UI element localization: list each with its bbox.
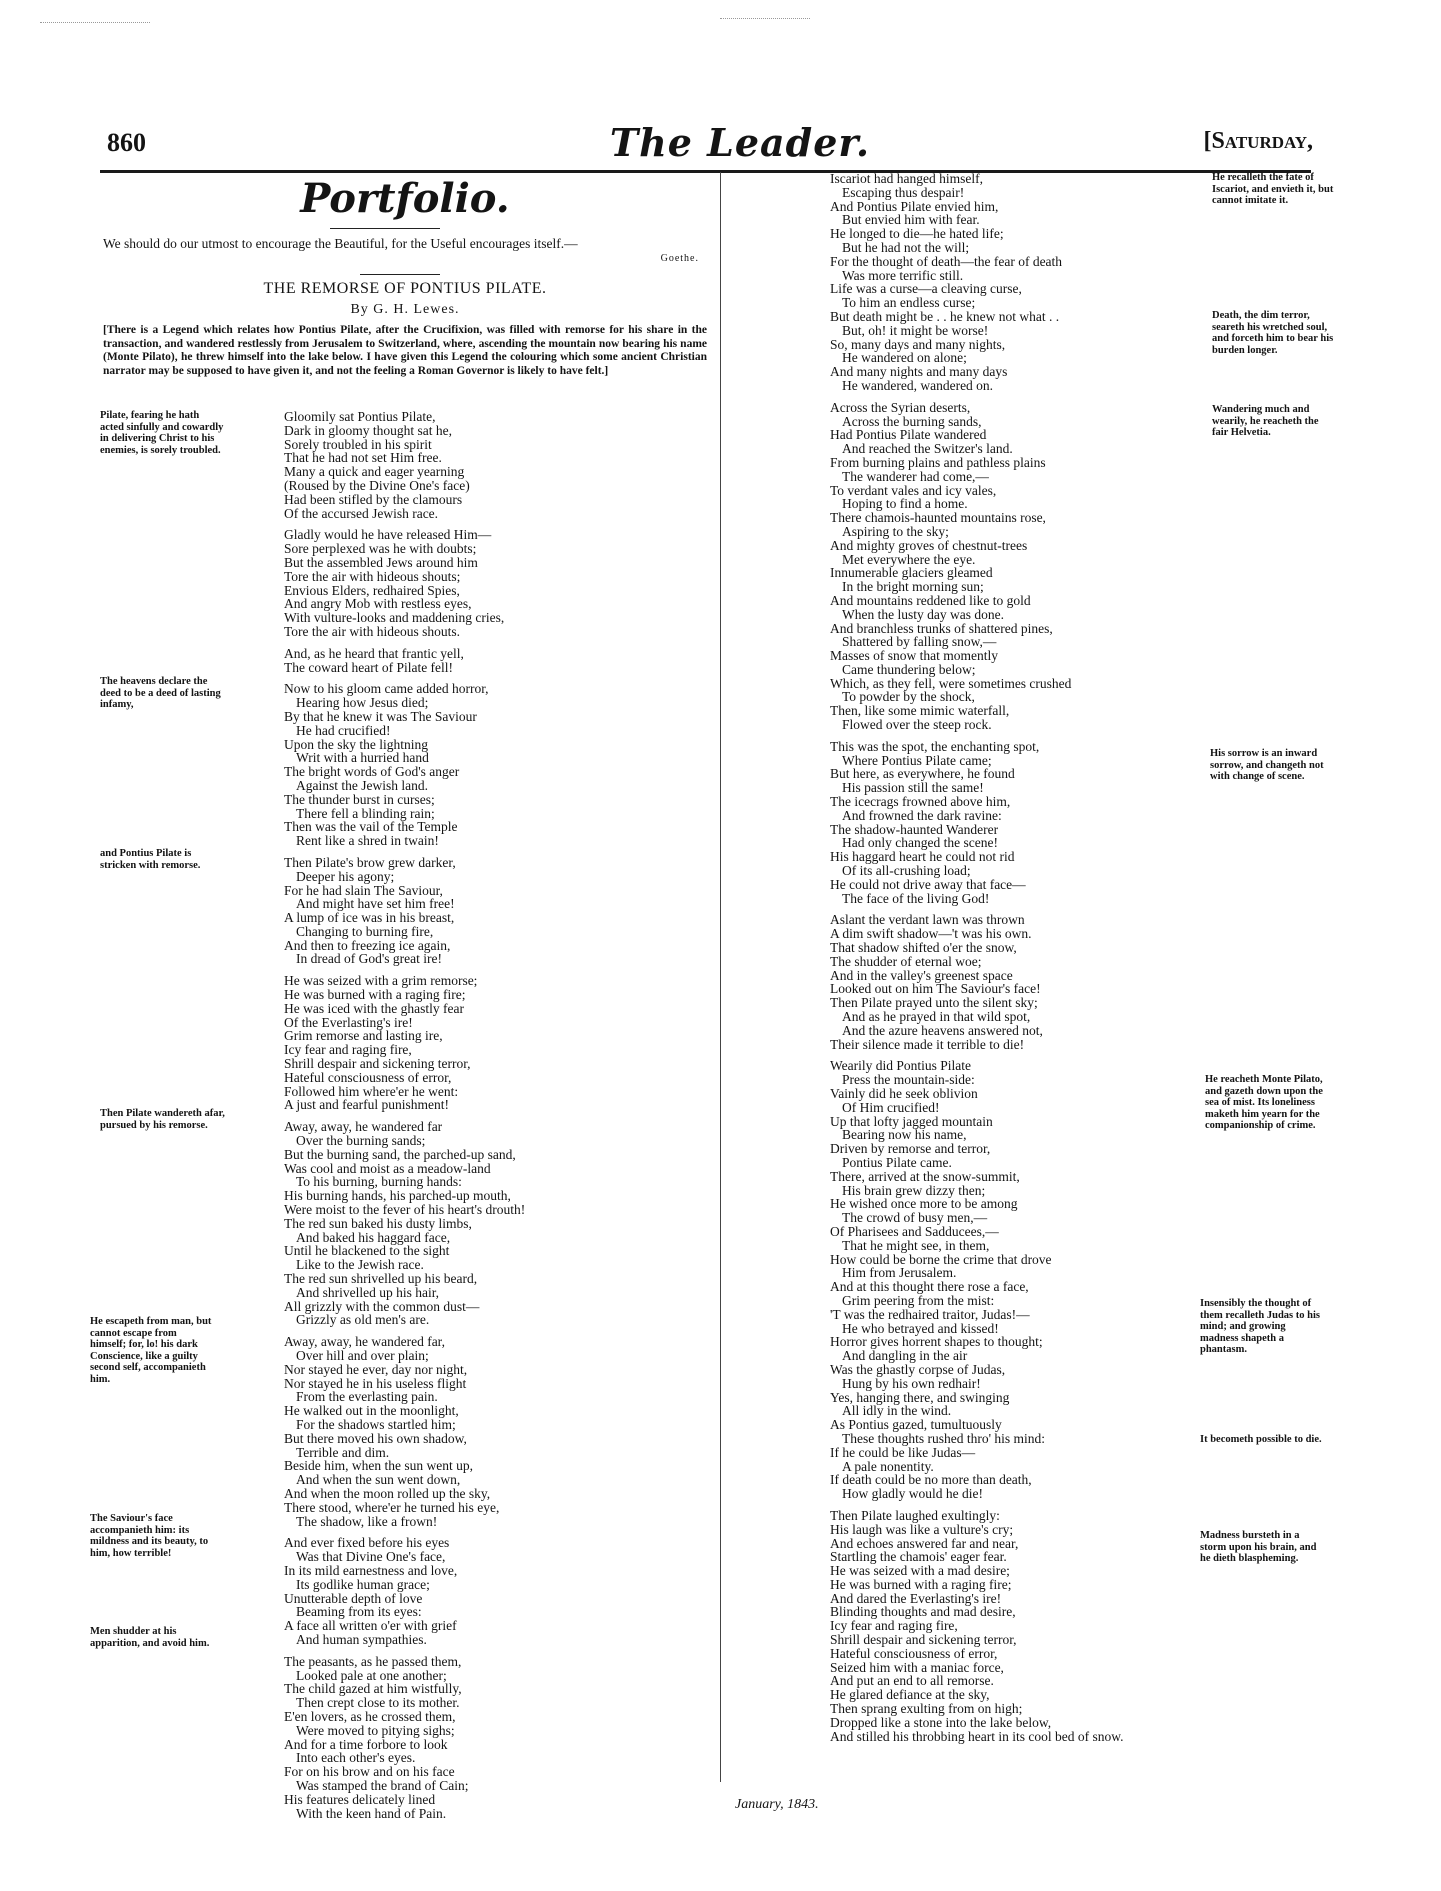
masthead: The Leader. xyxy=(609,120,871,165)
poem-line: Beside him, when the sun went up, xyxy=(284,1458,473,1474)
poem-line: Yes, hanging there, and swinging xyxy=(830,1389,1010,1405)
poem-line: His brain grew dizzy then; xyxy=(842,1182,986,1198)
poem-line: And echoes answered far and near, xyxy=(830,1535,1019,1551)
poem-line: Bearing now his name, xyxy=(842,1127,967,1143)
poem-line: Hoping to find a home. xyxy=(842,496,968,512)
poem-line: And when the moon rolled up the sky, xyxy=(284,1485,491,1501)
poem-line: Was cool and moist as a meadow-land xyxy=(284,1160,491,1176)
poem-line: And, as he heard that frantic yell, xyxy=(284,645,464,661)
epigraph-rule xyxy=(360,274,440,275)
poem-line: But there moved his own shadow, xyxy=(284,1430,467,1446)
epigraph-attribution: Goethe. xyxy=(660,253,699,264)
epigraph xyxy=(103,236,703,266)
side-note: The Saviour's face accompanieth him: its mildness and its beauty, to him, how terrible! xyxy=(90,1513,209,1559)
poem-line: Had been stifled by the clamours xyxy=(284,491,463,507)
poem-line: He walked out in the moonlight, xyxy=(284,1403,459,1419)
poem-line: Shrill despair and sickening terror, xyxy=(284,1056,471,1072)
poem-line: Upon the sky the lightning xyxy=(284,736,428,752)
side-note: Pilate, fearing he hath acted sinfully and cowardly in delivering Christ to his enemies, is sorely troubled. xyxy=(100,410,224,456)
poem-line: But, oh! it might be worse! xyxy=(842,322,989,338)
side-note: It becometh possible to die. xyxy=(1200,1434,1322,1445)
poem-line: And reached the Switzer's land. xyxy=(842,441,1013,457)
poem-line: Then Pilate laughed exultingly: xyxy=(830,1507,1000,1523)
poem-author: By G. H. Lewes. xyxy=(350,302,460,317)
poem-line: There chamois-haunted mountains rose, xyxy=(830,510,1046,526)
poem-line: He was iced with the ghastly fear xyxy=(284,1000,464,1016)
poem-line: That shadow shifted o'er the snow, xyxy=(830,940,1017,956)
poem-line: Of Him crucified! xyxy=(842,1099,940,1115)
poem-line: There, arrived at the snow-summit, xyxy=(830,1168,1020,1184)
poem-line: Escaping thus despair! xyxy=(842,184,965,200)
poem-line: Tore the air with hideous shouts; xyxy=(284,568,461,584)
stanza xyxy=(284,1120,525,1327)
poem-line: As Pontius gazed, tumultuously xyxy=(830,1417,1002,1433)
stanza xyxy=(284,647,525,675)
poem-line: Dropped like a stone into the lake below, xyxy=(830,1714,1052,1730)
poem-line: So, many days and many nights, xyxy=(830,336,1006,352)
poem-line: His haggard heart he could not rid xyxy=(830,849,1015,865)
poem-line: Aspiring to the sky; xyxy=(842,523,949,539)
poem-line: Looked out on him The Saviour's face! xyxy=(830,981,1041,997)
poem-line: Startling the chamois' eager fear. xyxy=(830,1549,1007,1565)
poem-line: Unutterable depth of love xyxy=(284,1590,423,1606)
poem-line: Then sprang exulting from on high; xyxy=(830,1701,1023,1717)
poem-line: Into each other's eyes. xyxy=(296,1750,416,1766)
stanza xyxy=(284,1655,525,1821)
poem-line: Where Pontius Pilate came; xyxy=(842,752,992,768)
stanza xyxy=(284,1335,525,1528)
poem-line: If he could be like Judas— xyxy=(830,1444,976,1460)
poem-line: A lump of ice was in his breast, xyxy=(284,910,455,926)
poem-line: Blinding thoughts and mad desire, xyxy=(830,1604,1016,1620)
poem-line: Over hill and over plain; xyxy=(296,1348,429,1363)
poem-line: Like to the Jewish race. xyxy=(296,1257,424,1273)
poem-line: Wearily did Pontius Pilate xyxy=(830,1058,972,1074)
poem-line: Masses of snow that momently xyxy=(830,648,998,664)
epigraph-text: We should do our utmost to encourage the Beautiful, for the Useful encourages itself.— xyxy=(103,236,578,251)
poem-line: And might have set him free! xyxy=(296,896,455,912)
poem-line: Across the burning sands, xyxy=(842,413,982,429)
poem-line: Up that lofty jagged mountain xyxy=(830,1113,993,1129)
poem-line: The thunder burst in curses; xyxy=(284,791,435,807)
poem-line: His features delicately lined xyxy=(284,1791,436,1807)
poem-line: These thoughts rushed thro' his mind: xyxy=(842,1430,1046,1446)
poem-line: That he might see, in them, xyxy=(842,1237,990,1253)
poem-line: But he had not the will; xyxy=(842,239,970,255)
poem-line: He was seized with a mad desire; xyxy=(830,1563,1010,1579)
poem-line: The crowd of busy men,— xyxy=(842,1210,988,1226)
poem-line: Nor stayed he ever, day nor night, xyxy=(284,1361,468,1377)
section-title: Portfolio. xyxy=(300,175,510,222)
poem-line: The bright words of God's anger xyxy=(284,764,460,780)
side-note: He reacheth Monte Pilato, and gazeth down upon the sea of mist. Its loneliness maketh him yearn for the companionship of crime. xyxy=(1205,1074,1323,1131)
poem-line: Had Pontius Pilate wandered xyxy=(830,427,987,443)
poem-line: To verdant vales and icy vales, xyxy=(830,482,997,498)
poem-line: Grim peering from the mist: xyxy=(842,1292,995,1308)
poem-line: Vainly did he seek oblivion xyxy=(830,1086,978,1101)
poem-line: Nor stayed he in his useless flight xyxy=(284,1375,467,1391)
poem-intro: [There is a Legend which relates how Pontius Pilate, after the Crucifixion, was filled with remorse for his share in the transaction, and wandered restlessly from Jerusalem to Switzerland, where, ascending the mountain now bearing his name (Monte Pilato), he threw himself into the lake below. I have given this Legend the colouring which some ancient Christian narrator may be supposed to have given it, and not the feeling a Roman Governor is likely to have felt.] xyxy=(103,324,707,377)
side-note: and Pontius Pilate is stricken with remorse. xyxy=(100,848,201,871)
poem-line: To his burning, burning hands: xyxy=(296,1174,462,1190)
poem-line: Away, away, he wandered far xyxy=(284,1119,443,1135)
poem-line: And put an end to all remorse. xyxy=(830,1673,994,1689)
poem-line: And Pontius Pilate envied him, xyxy=(830,198,999,214)
poem-line: And mountains reddened like to gold xyxy=(830,592,1031,608)
poem-line: With vulture-looks and maddening cries, xyxy=(284,610,505,626)
poem-line: Life was a curse—a cleaving curse, xyxy=(830,281,1022,297)
stanza xyxy=(830,172,1123,393)
header-rule xyxy=(100,170,1311,173)
poem-line: Until he blackened to the sight xyxy=(284,1243,450,1259)
poem-line: Was that Divine One's face, xyxy=(296,1549,446,1565)
poem-line: And stilled his throbbing heart in its cool bed of snow. xyxy=(830,1728,1124,1744)
poem-line: For on his brow and on his face xyxy=(284,1764,455,1780)
scan-speck xyxy=(720,18,810,19)
poem-line: This was the spot, the enchanting spot, xyxy=(830,738,1040,754)
poem-line: He was seized with a grim remorse; xyxy=(284,973,478,989)
side-note: Wandering much and wearily, he reacheth the fair Helvetia. xyxy=(1212,404,1319,438)
poem-line: Then crept close to its mother. xyxy=(296,1695,460,1711)
poem-line: And angry Mob with restless eyes, xyxy=(284,596,472,612)
poem-line: The peasants, as he passed them, xyxy=(284,1653,462,1669)
poem-line: Dark in gloomy thought sat he, xyxy=(284,422,452,438)
poem-line: Writ with a hurried hand xyxy=(296,750,429,766)
poem-line: Deeper his agony; xyxy=(296,868,395,884)
poem-line: Was stamped the brand of Cain; xyxy=(296,1777,469,1793)
poem-line: The red sun shrivelled up his beard, xyxy=(284,1271,478,1287)
poem-line: He was burned with a raging fire; xyxy=(830,1576,1012,1592)
poem-line: For the thought of death—the fear of death xyxy=(830,253,1063,269)
poem-right-column xyxy=(830,172,1123,1751)
poem-line: A dim swift shadow—'t was his own. xyxy=(830,926,1032,942)
poem-line: Gladly would he have released Him— xyxy=(284,527,492,543)
poem-line: And the azure heavens answered not, xyxy=(842,1022,1043,1038)
poem-line: Hung by his own redhair! xyxy=(842,1375,981,1391)
poem-line: And baked his haggard face, xyxy=(296,1229,451,1245)
poem-line: With the keen hand of Pain. xyxy=(296,1805,447,1821)
poem-line: But here, as everywhere, he found xyxy=(830,766,1015,782)
poem-line: Was more terrific still. xyxy=(842,267,964,283)
poem-line: Of the accursed Jewish race. xyxy=(284,505,439,521)
poem-line: Now to his gloom came added horror, xyxy=(284,681,489,697)
stanza xyxy=(830,1059,1123,1501)
side-note: He escapeth from man, but cannot escape from himself; for, lo! his dark Conscience, like a guilty second self, accompanieth him. xyxy=(90,1316,212,1385)
poem-line: Terrible and dim. xyxy=(296,1444,390,1460)
poem-line: Hearing how Jesus died; xyxy=(296,695,429,711)
poem-line: Were moist to the fever of his heart's drouth! xyxy=(284,1202,526,1218)
poem-line: And when the sun went down, xyxy=(296,1472,461,1488)
poem-line: Beaming from its eyes: xyxy=(296,1604,422,1620)
poem-line: A just and fearful punishment! xyxy=(284,1097,449,1113)
poem-line: If death could be no more than death, xyxy=(830,1472,1032,1488)
poem-line: To him an endless curse; xyxy=(842,295,976,311)
stanza xyxy=(284,410,525,520)
poem-line: But envied him with fear. xyxy=(842,212,980,228)
poem-line: In dread of God's great ire! xyxy=(296,951,442,967)
poem-line: Tore the air with hideous shouts. xyxy=(284,623,461,639)
poem-line: Away, away, he wandered far, xyxy=(284,1334,446,1350)
poem-line: Of the Everlasting's ire! xyxy=(284,1014,413,1030)
poem-line: Shrill despair and sickening terror, xyxy=(830,1632,1017,1648)
poem-line: Across the Syrian deserts, xyxy=(830,399,971,415)
poem-line: Then was the vail of the Temple xyxy=(284,819,458,835)
stanza xyxy=(830,740,1123,906)
poem-line: Gloomily sat Pontius Pilate, xyxy=(284,409,436,424)
poem-line: There fell a blinding rain; xyxy=(296,805,435,821)
poem-line: And at this thought there rose a face, xyxy=(830,1279,1029,1295)
poem-line: 'T was the redhaired traitor, Judas!— xyxy=(830,1306,1030,1322)
side-note: Madness bursteth in a storm upon his brain, and he dieth blaspheming. xyxy=(1200,1530,1317,1564)
poem-line: (Roused by the Divine One's face) xyxy=(284,477,470,493)
poem-line: The coward heart of Pilate fell! xyxy=(284,659,454,675)
poem-line: Flowed over the steep rock. xyxy=(842,717,992,733)
poem-line: Which, as they fell, were sometimes crushed xyxy=(830,675,1072,691)
poem-line: Of its all-crushing load; xyxy=(842,863,971,879)
poem-line: Envious Elders, redhaired Spies, xyxy=(284,582,460,598)
poem-line: Had only changed the scene! xyxy=(842,835,998,851)
poem-line: The shudder of eternal woe; xyxy=(830,953,982,969)
side-note: Insensibly the thought of them recalleth Judas to his mind; and growing madness shapeth a phantasm. xyxy=(1200,1298,1320,1355)
stanza xyxy=(284,1536,525,1646)
poem-line: And in the valley's greenest space xyxy=(830,967,1013,983)
poem-line: His passion still the same! xyxy=(842,780,984,796)
poem-line: He wandered, wandered on. xyxy=(842,377,994,393)
poem-line: And branchless trunks of shattered pines, xyxy=(830,620,1053,636)
poem-line: And dangling in the air xyxy=(842,1348,968,1364)
poem-line: Sorely troubled in his spirit xyxy=(284,436,432,452)
poem-line: And for a time forbore to look xyxy=(284,1736,448,1752)
poem-line: That he had not set Him free. xyxy=(284,450,442,466)
poem-line: Driven by remorse and terror, xyxy=(830,1141,991,1157)
poem-line: And mighty groves of chestnut-trees xyxy=(830,537,1028,553)
poem-line: Then Pilate's brow grew darker, xyxy=(284,854,456,870)
poem-line: And ever fixed before his eyes xyxy=(284,1535,450,1551)
poem-line: Of Pharisees and Sadducees,— xyxy=(830,1223,999,1239)
poem-line: And many nights and many days xyxy=(830,364,1008,380)
side-note: He recalleth the fate of Iscariot, and envieth it, but cannot imitate it. xyxy=(1212,172,1334,206)
poem-line: The child gazed at him wistfully, xyxy=(284,1681,462,1697)
page-number: 860 xyxy=(107,128,146,157)
poem-line: Icy fear and raging fire, xyxy=(284,1042,412,1058)
poem-line: Looked pale at one another; xyxy=(296,1667,447,1683)
poem-line: But death might be . . he knew not what . . xyxy=(830,308,1060,324)
poem-line: He had crucified! xyxy=(296,722,391,738)
poem-line: Aslant the verdant lawn was thrown xyxy=(830,912,1025,928)
poem-line: A face all written o'er with grief xyxy=(284,1618,457,1634)
poem-line: Rent like a shred in twain! xyxy=(296,833,439,849)
poem-line: How could be borne the crime that drove xyxy=(830,1251,1052,1267)
poem-line: He was burned with a raging fire; xyxy=(284,987,466,1003)
poem-line: Its godlike human grace; xyxy=(296,1576,430,1592)
stanza xyxy=(830,913,1123,1051)
poem-line: Press the mountain-side: xyxy=(842,1072,975,1088)
poem-line: The red sun baked his dusty limbs, xyxy=(284,1215,472,1231)
poem-line: Came thundering below; xyxy=(842,661,976,677)
poem-line: Followed him where'er he went: xyxy=(284,1083,459,1099)
header-day: [Saturday, xyxy=(1203,128,1313,154)
side-note: Men shudder at his apparition, and avoid him. xyxy=(90,1626,210,1649)
poem-line: Sore perplexed was he with doubts; xyxy=(284,541,477,557)
poem-line: Seized him with a maniac force, xyxy=(830,1659,1004,1675)
stanza xyxy=(284,974,525,1112)
poem-line: The shadow, like a frown! xyxy=(296,1513,438,1529)
poem-line: From burning plains and pathless plains xyxy=(830,454,1046,470)
poem-line: From the everlasting pain. xyxy=(296,1389,438,1405)
poem-line: He who betrayed and kissed! xyxy=(842,1320,999,1336)
poem-line: He glared defiance at the sky, xyxy=(830,1687,990,1703)
stanza xyxy=(830,1509,1123,1744)
poem-line: Shattered by falling snow,— xyxy=(842,634,997,650)
poem-line: Icy fear and raging fire, xyxy=(830,1618,958,1634)
poem-line: He longed to die—he hated life; xyxy=(830,226,1004,242)
poem-line: All idly in the wind. xyxy=(842,1403,952,1419)
side-note: The heavens declare the deed to be a deed of lasting infamy, xyxy=(100,676,221,710)
poem-line: Against the Jewish land. xyxy=(296,777,428,793)
poem-line: The face of the living God! xyxy=(842,890,990,906)
poem-line: For the shadows startled him; xyxy=(296,1416,456,1432)
poem-line: Were moved to pitying sighs; xyxy=(296,1722,455,1738)
poem-line: Was the ghastly corpse of Judas, xyxy=(830,1361,1006,1377)
poem-line: All grizzly with the common dust— xyxy=(284,1298,480,1314)
poem-line: Iscariot had hanged himself, xyxy=(830,171,983,186)
poem-line: His burning hands, his parched-up mouth, xyxy=(284,1188,511,1204)
poem-line: And shrivelled up his hair, xyxy=(296,1284,440,1300)
poem-line: Over the burning sands; xyxy=(296,1133,426,1149)
poem-line: Innumerable glaciers gleamed xyxy=(830,565,993,581)
poem-line: Horror gives horrent shapes to thought; xyxy=(830,1334,1043,1350)
side-note: Then Pilate wandereth afar, pursued by his remorse. xyxy=(100,1108,225,1131)
poem-line: In the bright morning sun; xyxy=(842,579,984,595)
poem-line: He wished once more to be among xyxy=(830,1196,1018,1212)
side-note: His sorrow is an inward sorrow, and changeth not with change of scene. xyxy=(1210,748,1324,782)
poem-line: E'en lovers, as he crossed them, xyxy=(284,1708,456,1724)
poem-line: Hateful consciousness of error, xyxy=(284,1069,452,1085)
poem-line: For he had slain The Saviour, xyxy=(284,882,443,898)
poem-line: And frowned the dark ravine: xyxy=(842,807,1002,823)
side-note: Death, the dim terror, seareth his wretched soul, and forceth him to bear his burden longer. xyxy=(1212,310,1334,356)
poem-line: He wandered on alone; xyxy=(842,350,967,366)
poem-line: And as he prayed in that wild spot, xyxy=(842,1009,1031,1025)
poem-line: Then Pilate prayed unto the silent sky; xyxy=(830,995,1038,1011)
poem-line: His laugh was like a vulture's cry; xyxy=(830,1521,1014,1537)
poem-line: Grizzly as old men's are. xyxy=(296,1312,430,1328)
poem-line: Met everywhere the eye. xyxy=(842,551,976,567)
poem-line: When the lusty day was done. xyxy=(842,606,1004,622)
poem-line: And then to freezing ice again, xyxy=(284,937,451,953)
poem-line: Pontius Pilate came. xyxy=(842,1154,952,1170)
poem-line: And human sympathies. xyxy=(296,1631,427,1647)
poem-line: The wanderer had come,— xyxy=(842,468,989,484)
stanza xyxy=(284,682,525,848)
poem-line: The shadow-haunted Wanderer xyxy=(830,821,999,837)
poem-line: Grim remorse and lasting ire, xyxy=(284,1028,443,1044)
stanza xyxy=(830,401,1123,732)
poem-line: But the assembled Jews around him xyxy=(284,554,478,570)
poem-line: By that he knew it was The Saviour xyxy=(284,708,477,724)
poem-line: A pale nonentity. xyxy=(842,1458,934,1474)
poem-line: Then, like some mimic waterfall, xyxy=(830,703,1010,719)
poem-line: Their silence made it terrible to die! xyxy=(830,1036,1025,1052)
poem-line: Hateful consciousness of error, xyxy=(830,1645,998,1661)
poem-line: But the burning sand, the parched-up sand, xyxy=(284,1146,516,1162)
poem-line: The icecrags frowned above him, xyxy=(830,794,1011,810)
poem-line: And dared the Everlasting's ire! xyxy=(830,1590,1002,1606)
poem-line: To powder by the shock, xyxy=(842,689,975,705)
scan-speck xyxy=(40,22,150,23)
poem-line: There stood, where'er he turned his eye, xyxy=(284,1499,500,1515)
column-rule xyxy=(720,172,721,1782)
poem-line: Him from Jerusalem. xyxy=(842,1265,957,1281)
stanza xyxy=(284,528,525,638)
poem-title: THE REMORSE OF PONTIUS PILATE. xyxy=(263,280,547,297)
poem-line: Many a quick and eager yearning xyxy=(284,464,465,480)
poem-left-column xyxy=(284,410,525,1828)
stanza xyxy=(284,856,525,966)
poem-line: He could not drive away that face— xyxy=(830,876,1026,892)
poem-line: Changing to burning fire, xyxy=(296,923,434,939)
poem-line: In its mild earnestness and love, xyxy=(284,1562,458,1578)
poem-line: How gladly would he die! xyxy=(842,1486,983,1502)
title-rule xyxy=(330,228,440,229)
poem-date: January, 1843. xyxy=(735,1797,819,1812)
